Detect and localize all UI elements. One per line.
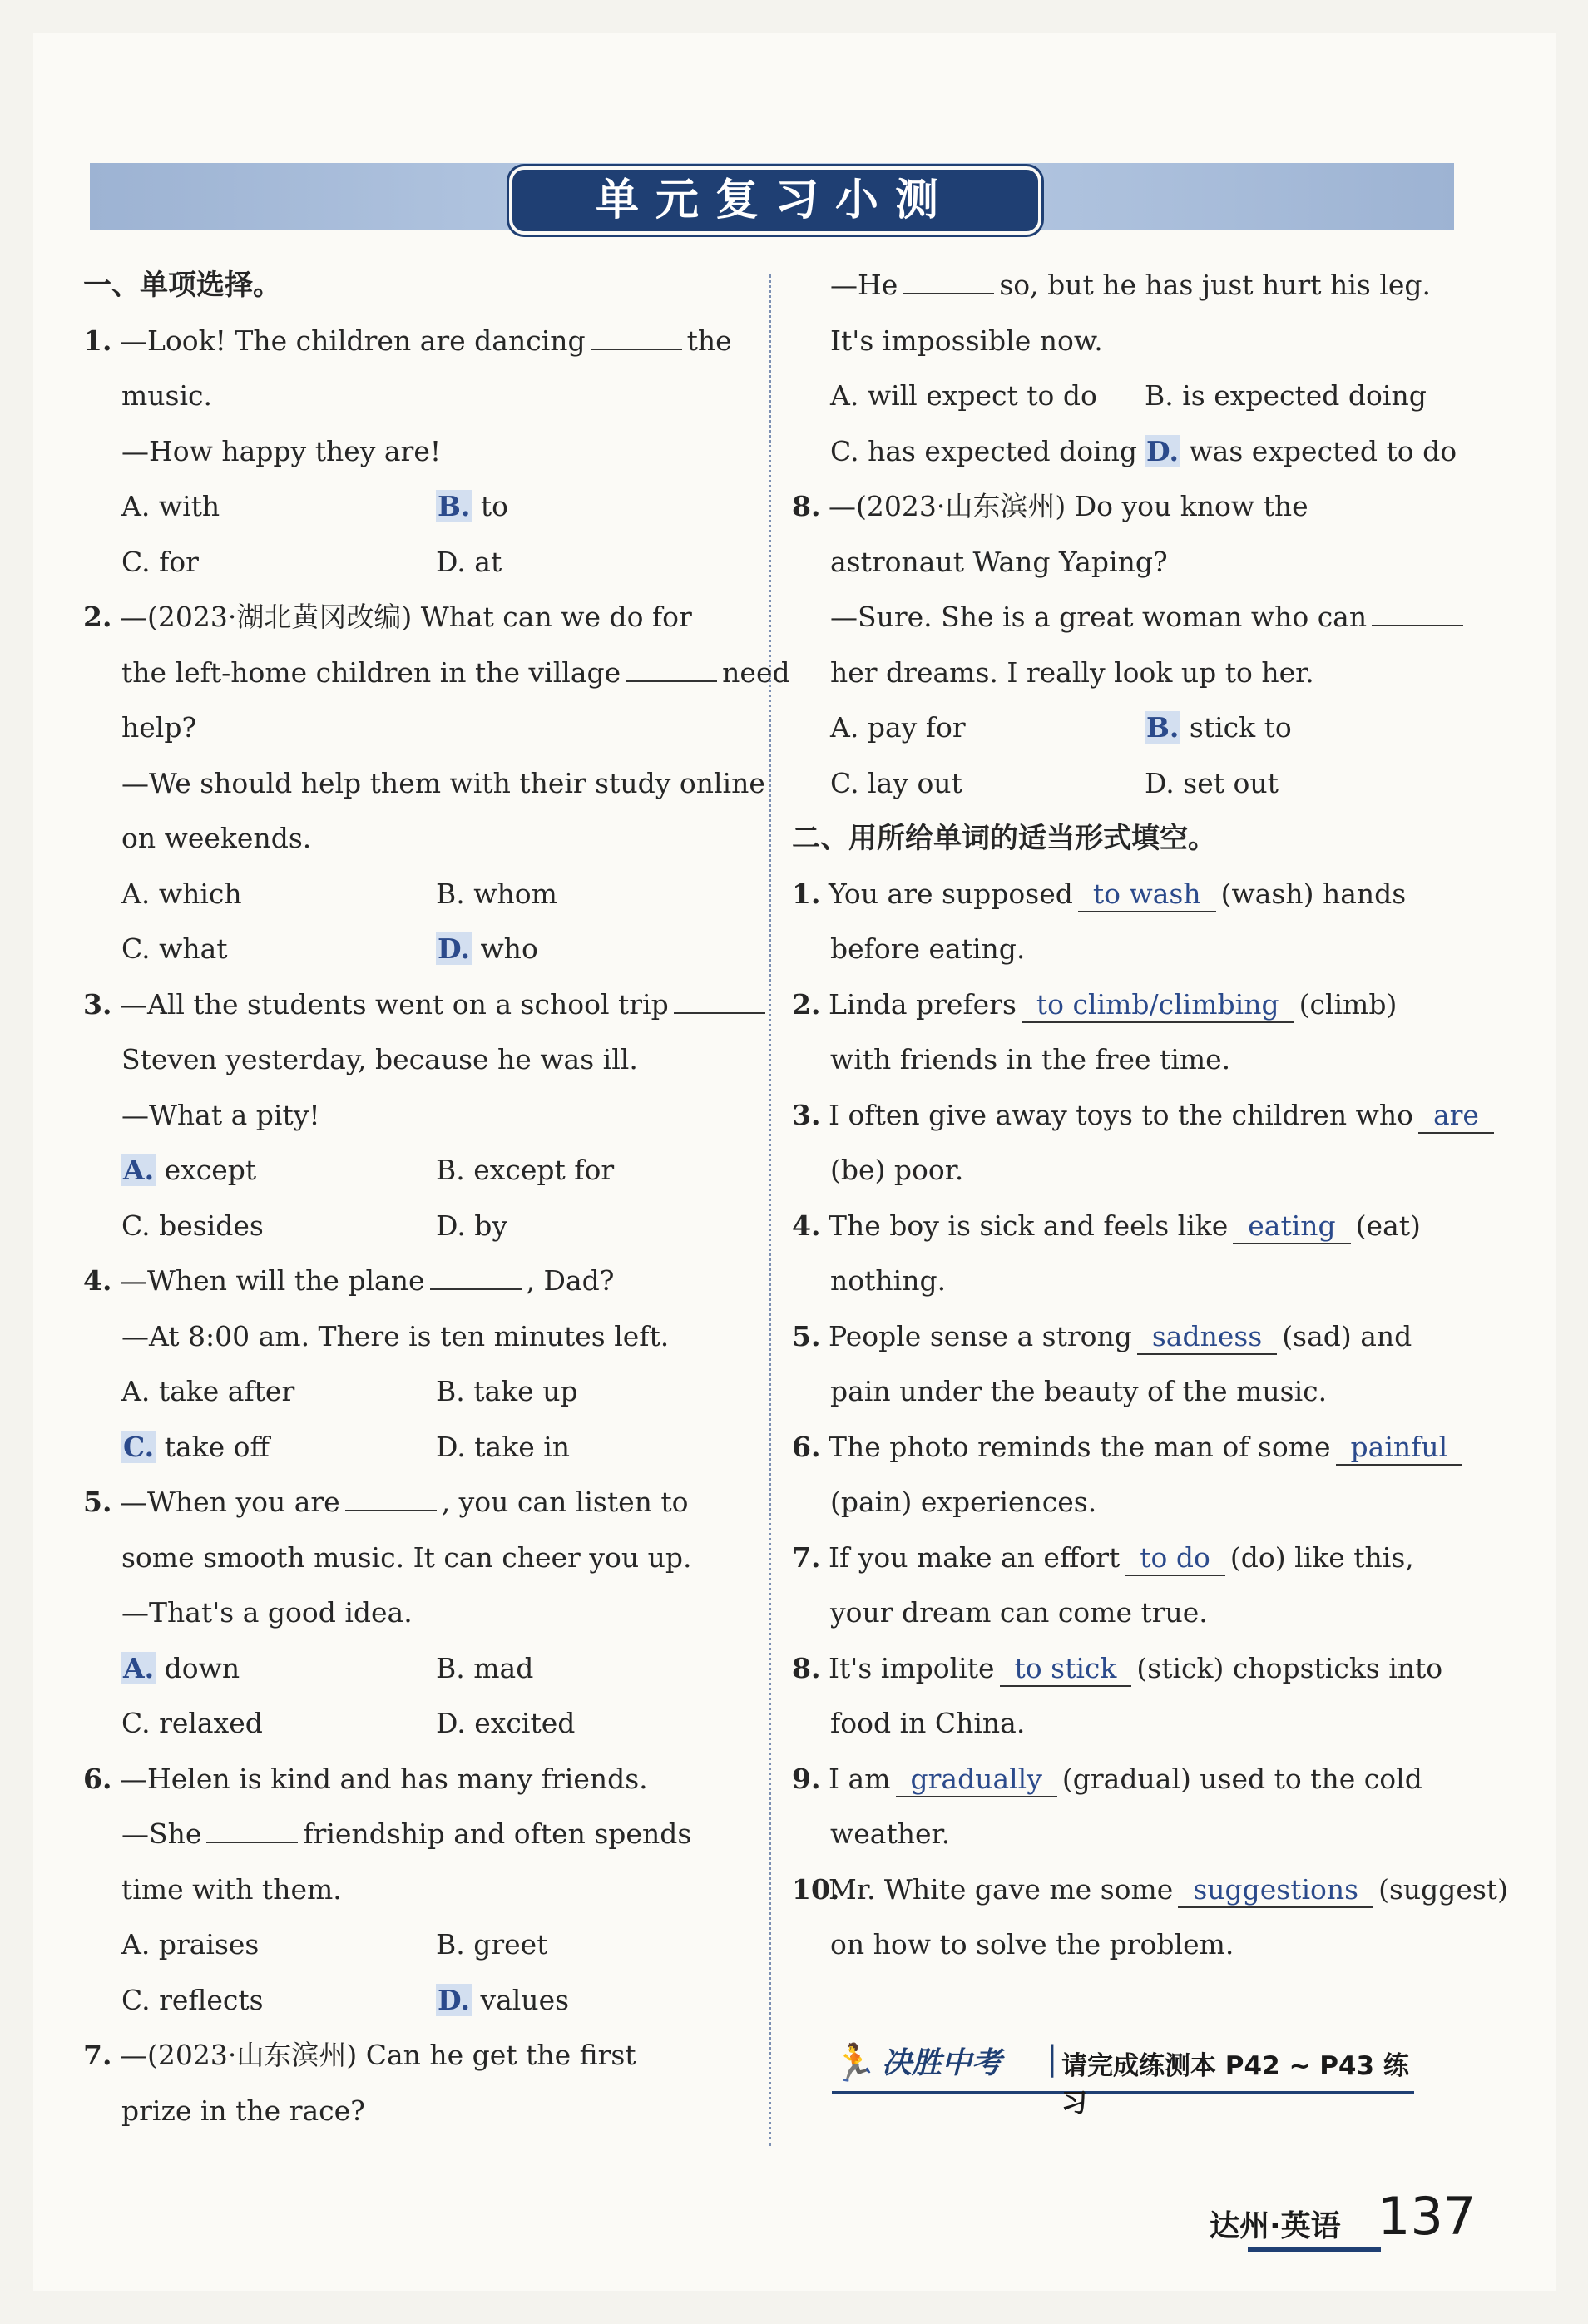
text-line bbox=[83, 1475, 749, 1530]
text-line bbox=[792, 479, 1454, 535]
question-text-after: friendship and often spends bbox=[303, 1817, 692, 1850]
option-text: to bbox=[480, 490, 509, 522]
option bbox=[436, 1143, 750, 1199]
option-text: values bbox=[480, 1983, 570, 2016]
handwritten-answer: are bbox=[1418, 1099, 1494, 1134]
text-line bbox=[83, 590, 749, 645]
text-line bbox=[83, 535, 749, 591]
question-text: some smooth music. It can cheer you up. bbox=[121, 1540, 692, 1574]
option-letter: C. bbox=[121, 932, 151, 965]
handwritten-answer: gradually bbox=[896, 1763, 1057, 1797]
question-text: prize in the race? bbox=[121, 2094, 365, 2127]
text-line bbox=[792, 1862, 1509, 1918]
question-text: the left-home children in the village bbox=[121, 655, 621, 689]
question-text: pain under the beauty of the music. bbox=[830, 1375, 1328, 1407]
text-line bbox=[792, 645, 1454, 701]
option-letter: D. bbox=[436, 1209, 466, 1242]
question-text-after: (sad) and bbox=[1282, 1319, 1412, 1352]
option bbox=[436, 1420, 750, 1476]
handwritten-answer: to do bbox=[1125, 1541, 1225, 1576]
section-heading-1: 一、单项选择。 bbox=[83, 269, 281, 302]
option-letter: D. bbox=[436, 1707, 466, 1739]
option-text: lay out bbox=[868, 766, 962, 799]
question-text: I often give away toys to the children who bbox=[829, 1098, 1413, 1131]
option-text: was expected to do bbox=[1189, 434, 1457, 467]
option bbox=[436, 1364, 750, 1420]
text-line bbox=[792, 756, 1454, 812]
question-text: The boy is sick and feels like bbox=[829, 1209, 1229, 1242]
question-number: 5. bbox=[792, 1319, 821, 1352]
option-letter: C. bbox=[830, 434, 859, 467]
left-column bbox=[83, 258, 790, 2139]
option-letter: B. bbox=[436, 1375, 465, 1407]
text-line bbox=[792, 258, 1454, 314]
text-line bbox=[83, 424, 749, 480]
option-letter: A. bbox=[830, 379, 859, 412]
question-number: 1. bbox=[83, 324, 112, 357]
question-text: Mr. White gave me some bbox=[829, 1872, 1174, 1906]
text-line bbox=[792, 590, 1454, 645]
answer-blank bbox=[430, 1263, 522, 1290]
answer-blank bbox=[626, 655, 717, 682]
option-letter: B. bbox=[438, 490, 471, 522]
option-letter: C. bbox=[830, 766, 859, 799]
option-letter: A. bbox=[121, 490, 151, 522]
footer-logo: 决胜中考 bbox=[882, 2046, 1002, 2080]
text-line bbox=[83, 756, 765, 812]
text-line bbox=[83, 1253, 749, 1309]
text-line bbox=[83, 1641, 749, 1697]
question-text-after: the bbox=[686, 324, 732, 357]
question-text-after: (do) like this, bbox=[1229, 1540, 1414, 1574]
option-text: take in bbox=[474, 1430, 571, 1463]
option-letter: B. bbox=[436, 1154, 465, 1186]
handwritten-answer: painful bbox=[1336, 1431, 1463, 1466]
text-line bbox=[792, 1641, 1454, 1697]
option-letter: B. bbox=[436, 1651, 465, 1684]
question-text: with friends in the free time. bbox=[830, 1043, 1231, 1075]
option bbox=[436, 1917, 750, 1973]
option-letter: C. bbox=[121, 545, 151, 578]
text-line bbox=[792, 1199, 1454, 1254]
text-line bbox=[83, 1917, 749, 1973]
question-text-after: (stick) chopsticks into bbox=[1136, 1651, 1443, 1684]
option-letter: B. bbox=[436, 1928, 465, 1961]
text-line bbox=[83, 1530, 749, 1586]
text-line bbox=[792, 1752, 1454, 1807]
option-letter: C. bbox=[121, 1209, 151, 1242]
option bbox=[830, 424, 1145, 480]
text-line bbox=[792, 1530, 1454, 1586]
question-text: The photo reminds the man of some bbox=[829, 1430, 1331, 1463]
question-text-after: (suggest) bbox=[1378, 1872, 1509, 1906]
option-text: pay for bbox=[867, 711, 966, 744]
option bbox=[121, 1199, 436, 1254]
option bbox=[121, 1364, 436, 1420]
text-line bbox=[792, 1475, 1454, 1530]
option-text: whom bbox=[473, 877, 557, 910]
option-letter: A. bbox=[123, 1154, 155, 1186]
text-line bbox=[792, 922, 1454, 977]
option-text: except bbox=[164, 1154, 257, 1186]
option-letter: B. bbox=[436, 877, 465, 910]
option-letter: D. bbox=[438, 1983, 470, 2016]
option-text: will expect to do bbox=[867, 379, 1097, 412]
option-text: mad bbox=[473, 1651, 534, 1684]
text-line bbox=[83, 922, 749, 977]
question-text: help? bbox=[121, 711, 197, 744]
question-number: 8. bbox=[792, 1651, 821, 1684]
option-text: for bbox=[159, 545, 199, 578]
option-text: take up bbox=[473, 1375, 578, 1407]
question-number: 4. bbox=[792, 1209, 821, 1242]
text-line bbox=[83, 1420, 749, 1476]
option bbox=[1145, 700, 1459, 756]
page-title: 单元复习小测 bbox=[509, 166, 1041, 235]
text-line bbox=[83, 1585, 749, 1641]
option-text: which bbox=[158, 877, 242, 910]
question-text: —At 8:00 am. There is ten minutes left. bbox=[121, 1319, 670, 1352]
option-text: who bbox=[480, 932, 538, 965]
option-text: take after bbox=[158, 1375, 295, 1407]
question-number: 2. bbox=[792, 987, 821, 1021]
answer-blank bbox=[1372, 600, 1463, 626]
text-line bbox=[83, 867, 749, 922]
handwritten-answer: to stick bbox=[1000, 1652, 1132, 1687]
question-number: 6. bbox=[83, 1762, 112, 1795]
question-number: 10. bbox=[792, 1872, 840, 1906]
option-letter: D. bbox=[1145, 766, 1175, 799]
option-letter: D. bbox=[1146, 434, 1179, 467]
question-text: I am bbox=[829, 1762, 891, 1795]
text-line bbox=[83, 1752, 749, 1807]
text-line bbox=[83, 368, 749, 424]
question-text: You are supposed bbox=[829, 877, 1073, 910]
question-text-after: (eat) bbox=[1355, 1209, 1421, 1242]
text-line bbox=[83, 811, 749, 867]
question-text: People sense a strong bbox=[829, 1319, 1132, 1352]
answer-blank bbox=[591, 324, 682, 350]
text-line bbox=[792, 1807, 1454, 1862]
question-number: 3. bbox=[83, 987, 112, 1021]
handwritten-answer: eating bbox=[1233, 1209, 1350, 1244]
question-text: Linda prefers bbox=[829, 987, 1017, 1021]
option-letter: D. bbox=[436, 545, 466, 578]
option bbox=[121, 1917, 436, 1973]
text-line bbox=[83, 2028, 749, 2084]
question-text-after: (climb) bbox=[1299, 987, 1398, 1021]
option bbox=[121, 535, 436, 591]
option bbox=[436, 1199, 750, 1254]
text-line bbox=[83, 1143, 749, 1199]
question-number: 4. bbox=[83, 1264, 112, 1297]
question-text-after: so, but he has just hurt his leg. bbox=[999, 269, 1431, 301]
option bbox=[436, 535, 750, 591]
option-letter: C. bbox=[121, 1983, 151, 2016]
option bbox=[121, 867, 436, 922]
option-text: stick to bbox=[1189, 711, 1292, 744]
question-number: 5. bbox=[83, 1486, 112, 1518]
option bbox=[121, 1143, 436, 1199]
option bbox=[436, 867, 750, 922]
question-text: —(2023·湖北黄冈改编) What can we do for bbox=[120, 601, 692, 633]
option-text: is expected doing bbox=[1182, 379, 1427, 412]
text-line bbox=[792, 1364, 1454, 1420]
option bbox=[121, 922, 436, 977]
question-text: your dream can come true. bbox=[830, 1596, 1208, 1629]
text-line bbox=[83, 1309, 749, 1365]
text-line bbox=[83, 1364, 749, 1420]
option-letter: C. bbox=[121, 1707, 151, 1739]
text-line bbox=[792, 368, 1454, 424]
question-text: —All the students went on a school trip bbox=[120, 987, 669, 1021]
question-text: —Helen is kind and has many friends. bbox=[120, 1762, 648, 1795]
text-line bbox=[83, 314, 749, 369]
option bbox=[436, 922, 750, 977]
question-number: 2. bbox=[83, 601, 112, 633]
text-line bbox=[792, 1253, 1454, 1309]
option bbox=[1145, 368, 1459, 424]
answer-blank bbox=[903, 268, 994, 294]
text-line bbox=[792, 700, 1454, 756]
text-line bbox=[83, 2084, 749, 2139]
handwritten-answer: sadness bbox=[1137, 1320, 1277, 1355]
option-text: take off bbox=[164, 1430, 270, 1463]
question-text: food in China. bbox=[830, 1707, 1026, 1739]
text-line bbox=[83, 700, 749, 756]
text-line bbox=[792, 1420, 1454, 1476]
question-text: nothing. bbox=[830, 1264, 947, 1297]
option bbox=[121, 1641, 436, 1697]
option bbox=[436, 1696, 750, 1752]
page-number: 137 bbox=[1378, 2186, 1477, 2247]
option-letter: A. bbox=[121, 877, 151, 910]
text-line bbox=[792, 424, 1457, 480]
answer-blank bbox=[345, 1485, 437, 1511]
question-number: 3. bbox=[792, 1098, 821, 1131]
option bbox=[1145, 756, 1459, 812]
option bbox=[1145, 424, 1459, 480]
text-line bbox=[83, 1088, 749, 1144]
question-text: —What a pity! bbox=[121, 1098, 320, 1131]
question-text: before eating. bbox=[830, 932, 1026, 965]
option-text: what bbox=[159, 932, 228, 965]
option-letter: B. bbox=[1146, 711, 1180, 744]
footer-text: 请完成练测本 P42 ~ P43 练习 bbox=[1061, 2051, 1409, 2119]
question-text: It's impossible now. bbox=[830, 324, 1103, 357]
text-line bbox=[83, 645, 790, 701]
question-text: weather. bbox=[830, 1817, 951, 1850]
option-text: excited bbox=[474, 1707, 576, 1739]
question-number: 9. bbox=[792, 1762, 821, 1795]
question-text: her dreams. I really look up to her. bbox=[830, 655, 1314, 689]
answer-blank bbox=[206, 1817, 298, 1843]
option-letter: D. bbox=[436, 1430, 466, 1463]
option-text: reflects bbox=[159, 1983, 264, 2016]
option bbox=[830, 756, 1145, 812]
option-text: praises bbox=[158, 1928, 260, 1961]
question-text: —(2023·山东滨州) Do you know the bbox=[829, 490, 1308, 522]
footer-separator: | bbox=[1046, 2040, 1058, 2078]
question-text-after: need bbox=[722, 655, 790, 689]
option bbox=[830, 700, 1145, 756]
option-letter: A. bbox=[830, 711, 859, 744]
text-line bbox=[83, 1199, 749, 1254]
option bbox=[436, 1641, 750, 1697]
question-text: —(2023·山东滨州) Can he get the first bbox=[120, 2039, 636, 2071]
text-line bbox=[83, 1862, 749, 1918]
option-letter: A. bbox=[123, 1651, 155, 1684]
question-text: Steven yesterday, because he was ill. bbox=[121, 1043, 638, 1075]
handwritten-answer: to wash bbox=[1078, 878, 1216, 912]
handwritten-answer: suggestions bbox=[1178, 1873, 1373, 1908]
section-heading-2: 二、用所给单词的适当形式填空。 bbox=[792, 822, 1216, 855]
question-number: 7. bbox=[792, 1540, 821, 1574]
option bbox=[830, 368, 1145, 424]
text-line bbox=[83, 1696, 749, 1752]
text-line bbox=[792, 1032, 1454, 1088]
option-text: greet bbox=[473, 1928, 548, 1961]
option-letter: D. bbox=[438, 932, 470, 965]
question-text: time with them. bbox=[121, 1872, 342, 1906]
question-text: —That's a good idea. bbox=[121, 1596, 413, 1629]
question-number: 6. bbox=[792, 1430, 821, 1463]
option-text: relaxed bbox=[159, 1707, 263, 1739]
option bbox=[436, 1973, 750, 2029]
option-text: with bbox=[158, 490, 220, 522]
question-text: music. bbox=[121, 379, 213, 412]
question-number: 7. bbox=[83, 2039, 112, 2071]
column-divider bbox=[769, 274, 771, 2146]
right-column bbox=[792, 258, 1509, 1973]
question-text: —When will the plane bbox=[120, 1264, 425, 1297]
practice-reminder bbox=[832, 2033, 1414, 2119]
option-letter: A. bbox=[121, 1375, 151, 1407]
question-text: —How happy they are! bbox=[121, 434, 442, 467]
text-line bbox=[792, 1088, 1479, 1144]
question-number: 1. bbox=[792, 877, 821, 910]
text-line bbox=[83, 479, 749, 535]
text-line bbox=[792, 1696, 1454, 1752]
option bbox=[121, 1973, 436, 2029]
text-line bbox=[792, 535, 1454, 591]
option-text: has expected doing bbox=[868, 434, 1138, 467]
answer-blank bbox=[674, 987, 765, 1014]
page-underline bbox=[1248, 2247, 1381, 2252]
text-line bbox=[83, 1807, 749, 1862]
option bbox=[121, 1696, 436, 1752]
runner-icon: 🏃 bbox=[832, 2042, 878, 2084]
option-text: set out bbox=[1183, 766, 1279, 799]
question-text: astronaut Wang Yaping? bbox=[830, 545, 1168, 578]
text-line bbox=[792, 1143, 1454, 1199]
question-text: —Look! The children are dancing bbox=[120, 324, 586, 357]
question-text-after: (wash) hands bbox=[1220, 877, 1407, 910]
question-text-after: (gradual) used to the cold bbox=[1061, 1762, 1422, 1795]
text-line bbox=[792, 867, 1454, 922]
text-line bbox=[83, 1973, 749, 2029]
question-text-after: , you can listen to bbox=[441, 1486, 689, 1518]
text-line bbox=[792, 1309, 1454, 1365]
text-line bbox=[83, 1032, 749, 1088]
question-text: —When you are bbox=[120, 1486, 340, 1518]
option-text: except for bbox=[473, 1154, 615, 1186]
option bbox=[436, 479, 750, 535]
option-text: by bbox=[474, 1209, 508, 1242]
option-text: at bbox=[474, 545, 502, 578]
option-letter: A. bbox=[121, 1928, 151, 1961]
option bbox=[121, 1420, 436, 1476]
question-text: It's impolite bbox=[829, 1651, 995, 1684]
question-text-after: , Dad? bbox=[526, 1264, 615, 1297]
text-line bbox=[83, 977, 749, 1033]
question-text: (pain) experiences. bbox=[830, 1486, 1097, 1518]
text-line bbox=[792, 314, 1454, 369]
page-label: 达州·英语 bbox=[1210, 2209, 1341, 2243]
option bbox=[121, 479, 436, 535]
text-line bbox=[792, 1917, 1454, 1973]
question-text: (be) poor. bbox=[830, 1154, 964, 1186]
option-text: down bbox=[164, 1651, 240, 1684]
question-text: on how to solve the problem. bbox=[830, 1928, 1234, 1961]
question-text: —He bbox=[830, 269, 898, 301]
question-text: on weekends. bbox=[121, 822, 312, 854]
text-line bbox=[792, 977, 1454, 1033]
question-number: 8. bbox=[792, 490, 821, 522]
text-line bbox=[792, 1585, 1454, 1641]
option-letter: B. bbox=[1145, 379, 1174, 412]
question-text: —We should help them with their study online bbox=[121, 766, 765, 799]
question-text: If you make an effort bbox=[829, 1540, 1121, 1574]
handwritten-answer: to climb/climbing bbox=[1022, 988, 1294, 1023]
question-text: —Sure. She is a great woman who can bbox=[830, 601, 1368, 633]
question-text: —She bbox=[121, 1817, 202, 1850]
option-text: besides bbox=[159, 1209, 264, 1242]
option-letter: C. bbox=[123, 1430, 155, 1463]
